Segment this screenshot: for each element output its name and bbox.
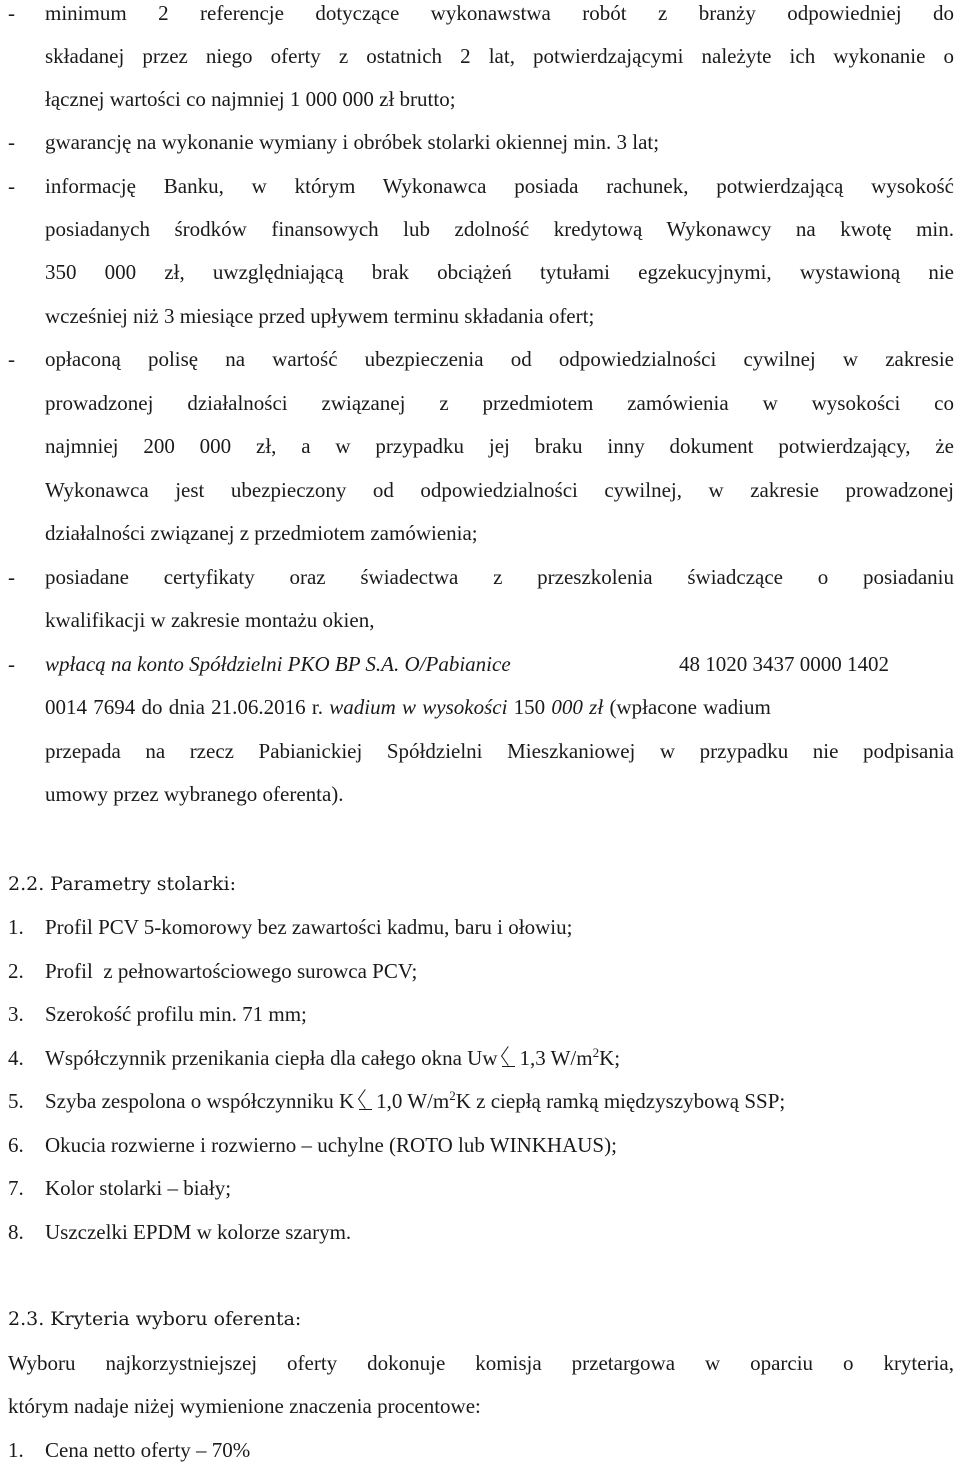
item-text-line: umowy przez wybranego oferenta). [45, 782, 344, 806]
item-text-line: opłaconą polisę na wartość ubezpieczenia od odpowiedzialności cywilnej w zakresie [45, 347, 954, 371]
item-text: Kolor stolarki – biały; [45, 1176, 232, 1200]
item-text: Uszczelki EPDM w kolorze szarym. [45, 1220, 352, 1244]
list-dash: - [8, 1, 15, 25]
item-text-line: prowadzonej działalności związanej z przedmiotem zamówienia w wysokości co [45, 391, 954, 415]
item-text: Profil PCV 5-komorowy bez zawartości kadmu, baru i ołowiu; [45, 915, 573, 939]
item-number: 4. [8, 1046, 24, 1070]
item-text-line: informację Banku, w którym Wykonawca posiada rachunek, potwierdzającą wysokość [45, 174, 954, 198]
item-text-line: działalności związanej z przedmiotem zamówienia; [45, 521, 478, 545]
item-text-line: Wykonawca jest ubezpieczony od odpowiedzialności cywilnej, w zakresie prowadzonej [45, 478, 954, 502]
item-number: 1. [8, 915, 24, 939]
list-dash: - [8, 652, 15, 676]
item-text-line: wcześniej niż 3 miesiące przed upływem terminu składania ofert; [45, 304, 595, 328]
item-number: 6. [8, 1133, 24, 1157]
item-text-b: 1,3 W/m [519, 1046, 593, 1070]
item-text-line: posiadanych środków finansowych lub zdolność kredytową Wykonawcy na kwotę min. [45, 217, 954, 241]
item-text-line: kwalifikacji w zakresie montażu okien, [45, 608, 375, 632]
item-text: Cena netto oferty – 70% [45, 1438, 251, 1462]
item-text-line: przepada na rzecz Pabianickiej Spółdzielni Mieszkaniowej w przypadku nie podpisania [45, 739, 954, 763]
list-dash: - [8, 565, 15, 589]
item-text-line: składanej przez niego oferty z ostatnich 2 lat, potwierdzającymi należyte ich wykonanie o [45, 44, 954, 68]
less-or-equal-icon [358, 1092, 372, 1110]
bank-account-number: 48 1020 3437 0000 1402 [679, 652, 889, 676]
superscript: 2 [592, 1045, 600, 1060]
item-text-b: 1,0 W/m [376, 1089, 450, 1113]
section-title: 2.2. Parametry stolarki: [8, 873, 237, 895]
item-text-line: minimum 2 referencje dotyczące wykonawstwa robót z branży odpowiedniej do [45, 1, 954, 25]
item-number: 1. [8, 1438, 24, 1462]
paragraph-text: Wyboru najkorzystniejszej oferty dokonuje komisja przetargowa w oparciu o kryteria, [8, 1351, 954, 1375]
item-text [45, 1088, 785, 1114]
section-title: 2.3. Kryteria wyboru oferenta: [8, 1308, 302, 1330]
deposit-note: (wpłacone wadium [609, 695, 771, 719]
paragraph-text: którym nadaje niżej wymienione znaczenia procentowe: [8, 1394, 481, 1418]
item-text-line: 350 000 zł, uwzględniającą brak obciążeń tytułami egzekucyjnymi, wystawioną nie [45, 260, 954, 284]
list-dash: - [8, 130, 15, 154]
item-number: 8. [8, 1220, 24, 1244]
list-dash: - [8, 174, 15, 198]
item-text: Okucia rozwierne i rozwierno – uchylne (ROTO lub WINKHAUS); [45, 1133, 617, 1157]
item-text-line: najmniej 200 000 zł, a w przypadku jej braku inny dokument potwierdzający, że [45, 434, 954, 458]
deposit-amount-a: 150 [513, 695, 546, 719]
item-number: 2. [8, 959, 24, 983]
item-number: 7. [8, 1176, 24, 1200]
deposit-label: wadium w wysokości [329, 695, 508, 719]
item-number: 3. [8, 1002, 24, 1026]
deposit-amount-b: 000 zł [551, 695, 604, 719]
item-text-a: Współczynnik przenikania ciepła dla całego okna Uw [45, 1046, 498, 1070]
item-text-line: łącznej wartości co najmniej 1 000 000 zł brutto; [45, 87, 456, 111]
item-text-line [45, 694, 771, 720]
item-text-c: K; [599, 1046, 621, 1070]
item-text: Profil z pełnowartościowego surowca PCV; [45, 959, 418, 983]
item-number: 5. [8, 1089, 24, 1113]
deadline-text: 0014 7694 do dnia 21.06.2016 r. [45, 695, 323, 719]
item-text: Szerokość profilu min. 71 mm; [45, 1002, 307, 1026]
item-text [45, 1045, 620, 1071]
account-intro: wpłacą na konto Spółdzielni PKO BP S.A. O/Pabianice [45, 652, 511, 676]
superscript: 2 [449, 1088, 456, 1103]
list-dash: - [8, 347, 15, 371]
item-text-line [45, 651, 511, 677]
item-text-line: gwarancję na wykonanie wymiany i obróbek stolarki okiennej min. 3 lat; [45, 130, 660, 154]
less-or-equal-icon [501, 1049, 515, 1067]
item-text-a: Szyba zespolona o współczynniku K [45, 1089, 355, 1113]
item-text-c: K z ciepłą ramką międzyszybową SSP; [455, 1089, 786, 1113]
item-text-line: posiadane certyfikaty oraz świadectwa z przeszkolenia świadczące o posiadaniu [45, 565, 954, 589]
